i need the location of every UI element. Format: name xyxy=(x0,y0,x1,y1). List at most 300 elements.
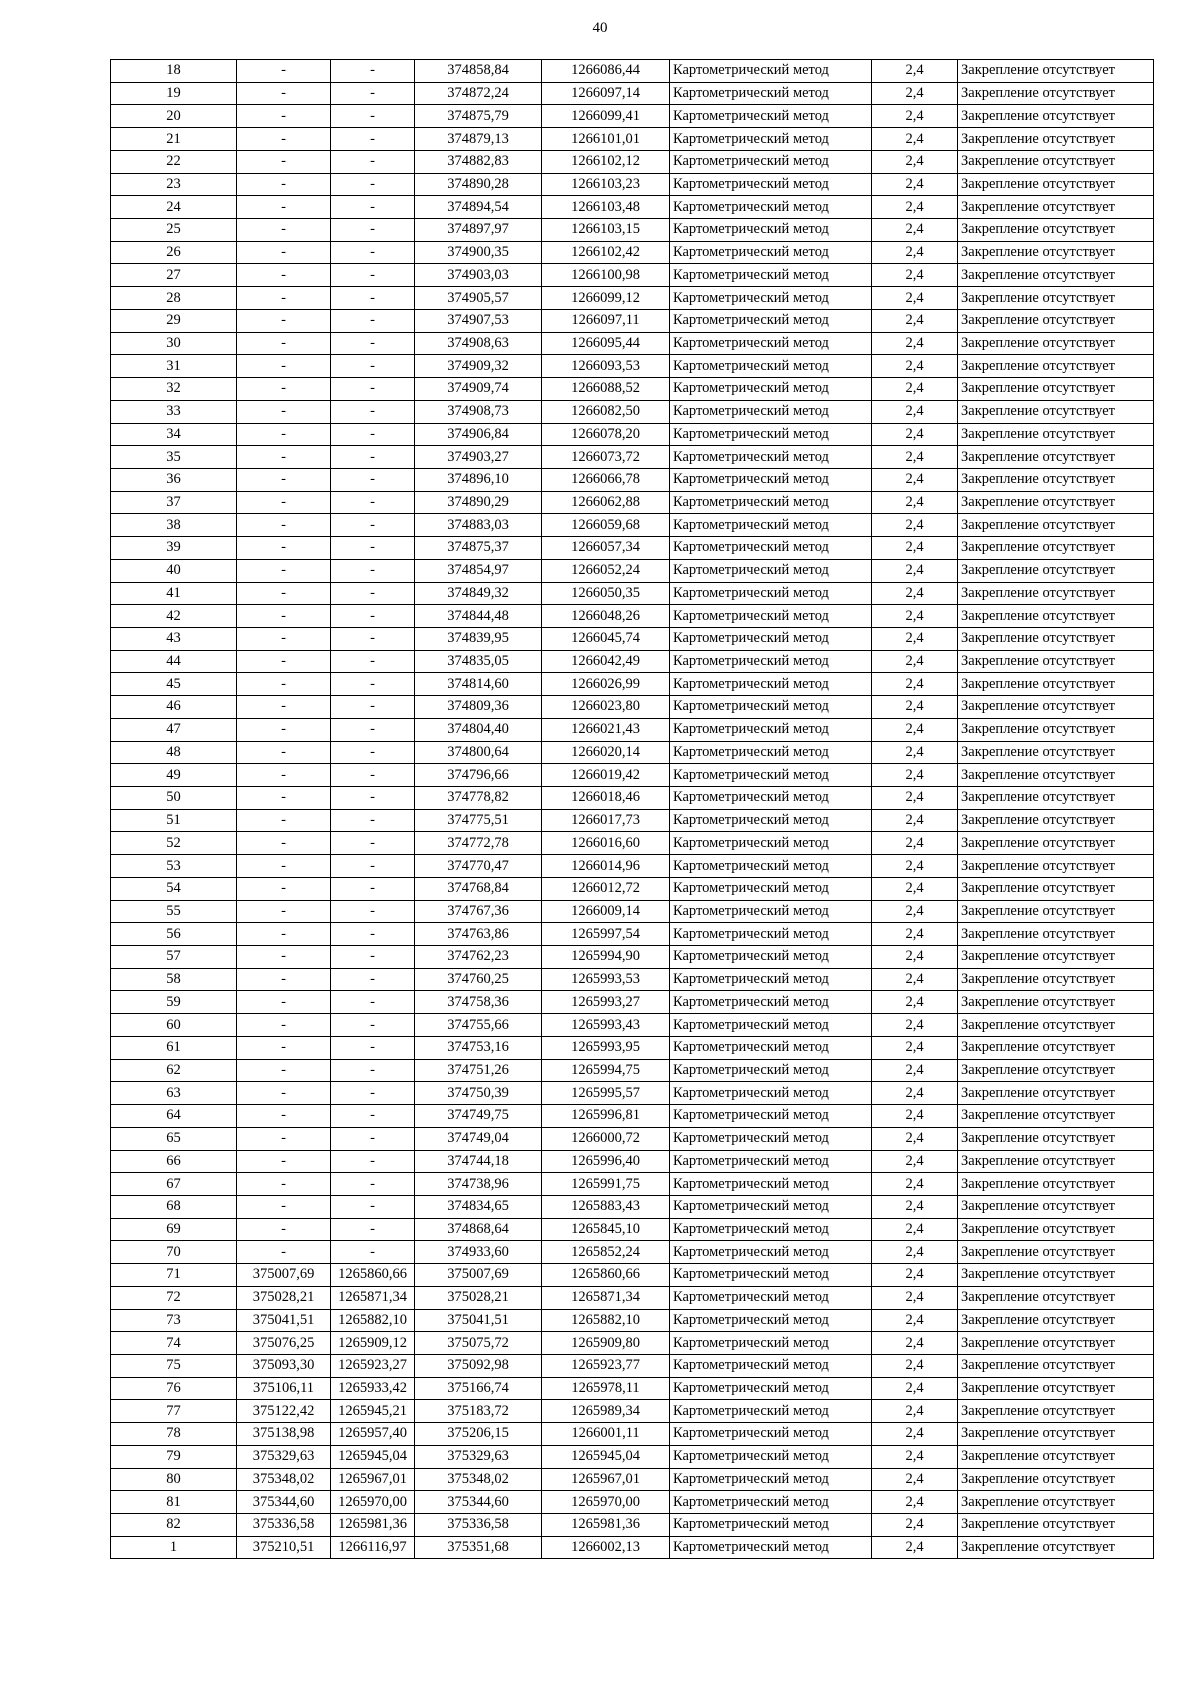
fixing-cell: Закрепление отсутствует xyxy=(958,1332,1154,1355)
existing-y-cell: - xyxy=(331,196,415,219)
fixing-cell: Закрепление отсутствует xyxy=(958,514,1154,537)
existing-y-cell: - xyxy=(331,82,415,105)
fixing-cell: Закрепление отсутствует xyxy=(958,991,1154,1014)
new-y-cell: 1266001,11 xyxy=(542,1423,670,1446)
accuracy-cell: 2,4 xyxy=(872,173,958,196)
new-x-cell: 374875,79 xyxy=(415,105,542,128)
new-x-cell: 375075,72 xyxy=(415,1332,542,1355)
existing-x-cell: - xyxy=(237,832,331,855)
existing-x-cell: - xyxy=(237,173,331,196)
table-row xyxy=(111,673,1154,696)
new-y-cell: 1266093,53 xyxy=(542,355,670,378)
new-x-cell: 374868,64 xyxy=(415,1218,542,1241)
new-y-cell: 1265845,10 xyxy=(542,1218,670,1241)
new-y-cell: 1266082,50 xyxy=(542,400,670,423)
existing-y-cell: - xyxy=(331,537,415,560)
table-row xyxy=(111,219,1154,242)
method-cell: Картометрический метод xyxy=(670,1536,872,1559)
table-row xyxy=(111,1309,1154,1332)
existing-x-cell: - xyxy=(237,900,331,923)
point-number-cell: 80 xyxy=(111,1468,237,1491)
existing-x-cell: 375122,42 xyxy=(237,1400,331,1423)
existing-x-cell: - xyxy=(237,241,331,264)
new-x-cell: 374762,23 xyxy=(415,946,542,969)
existing-x-cell: - xyxy=(237,355,331,378)
new-x-cell: 374894,54 xyxy=(415,196,542,219)
table-row xyxy=(111,1150,1154,1173)
table-row xyxy=(111,446,1154,469)
new-x-cell: 375028,21 xyxy=(415,1286,542,1309)
accuracy-cell: 2,4 xyxy=(872,650,958,673)
table-row xyxy=(111,537,1154,560)
new-x-cell: 375344,60 xyxy=(415,1491,542,1514)
point-number-cell: 69 xyxy=(111,1218,237,1241)
method-cell: Картометрический метод xyxy=(670,1423,872,1446)
new-x-cell: 374858,84 xyxy=(415,60,542,83)
method-cell: Картометрический метод xyxy=(670,1150,872,1173)
new-y-cell: 1265945,04 xyxy=(542,1445,670,1468)
existing-y-cell: - xyxy=(331,764,415,787)
accuracy-cell: 2,4 xyxy=(872,1082,958,1105)
accuracy-cell: 2,4 xyxy=(872,1332,958,1355)
accuracy-cell: 2,4 xyxy=(872,128,958,151)
existing-y-cell: - xyxy=(331,741,415,764)
existing-x-cell: 375210,51 xyxy=(237,1536,331,1559)
method-cell: Картометрический метод xyxy=(670,309,872,332)
new-y-cell: 1265989,34 xyxy=(542,1400,670,1423)
existing-y-cell: - xyxy=(331,1014,415,1037)
existing-y-cell: - xyxy=(331,1195,415,1218)
point-number-cell: 59 xyxy=(111,991,237,1014)
method-cell: Картометрический метод xyxy=(670,1218,872,1241)
new-y-cell: 1265883,43 xyxy=(542,1195,670,1218)
fixing-cell: Закрепление отсутствует xyxy=(958,1173,1154,1196)
accuracy-cell: 2,4 xyxy=(872,1468,958,1491)
table-row xyxy=(111,400,1154,423)
method-cell: Картометрический метод xyxy=(670,1286,872,1309)
new-y-cell: 1266026,99 xyxy=(542,673,670,696)
existing-x-cell: - xyxy=(237,128,331,151)
fixing-cell: Закрепление отсутствует xyxy=(958,423,1154,446)
method-cell: Картометрический метод xyxy=(670,173,872,196)
existing-x-cell: - xyxy=(237,582,331,605)
table-row xyxy=(111,332,1154,355)
new-y-cell: 1265993,43 xyxy=(542,1014,670,1037)
existing-y-cell: - xyxy=(331,877,415,900)
table-row xyxy=(111,741,1154,764)
new-y-cell: 1265970,00 xyxy=(542,1491,670,1514)
point-number-cell: 75 xyxy=(111,1354,237,1377)
point-number-cell: 28 xyxy=(111,287,237,310)
point-number-cell: 44 xyxy=(111,650,237,673)
fixing-cell: Закрепление отсутствует xyxy=(958,355,1154,378)
table-row xyxy=(111,877,1154,900)
new-y-cell: 1266012,72 xyxy=(542,877,670,900)
new-x-cell: 374890,28 xyxy=(415,173,542,196)
existing-x-cell: 375028,21 xyxy=(237,1286,331,1309)
method-cell: Картометрический метод xyxy=(670,400,872,423)
method-cell: Картометрический метод xyxy=(670,355,872,378)
method-cell: Картометрический метод xyxy=(670,264,872,287)
new-y-cell: 1265860,66 xyxy=(542,1264,670,1287)
point-number-cell: 81 xyxy=(111,1491,237,1514)
existing-y-cell: 1265860,66 xyxy=(331,1264,415,1287)
new-x-cell: 374882,83 xyxy=(415,150,542,173)
fixing-cell: Закрепление отсутствует xyxy=(958,128,1154,151)
new-y-cell: 1266095,44 xyxy=(542,332,670,355)
fixing-cell: Закрепление отсутствует xyxy=(958,264,1154,287)
accuracy-cell: 2,4 xyxy=(872,1127,958,1150)
existing-y-cell: - xyxy=(331,1059,415,1082)
new-x-cell: 374755,66 xyxy=(415,1014,542,1037)
method-cell: Картометрический метод xyxy=(670,82,872,105)
new-y-cell: 1266102,42 xyxy=(542,241,670,264)
accuracy-cell: 2,4 xyxy=(872,60,958,83)
existing-x-cell: - xyxy=(237,968,331,991)
fixing-cell: Закрепление отсутствует xyxy=(958,855,1154,878)
existing-y-cell: - xyxy=(331,832,415,855)
existing-x-cell: - xyxy=(237,446,331,469)
existing-x-cell: 375138,98 xyxy=(237,1423,331,1446)
method-cell: Картометрический метод xyxy=(670,1400,872,1423)
new-y-cell: 1265923,77 xyxy=(542,1354,670,1377)
new-y-cell: 1265981,36 xyxy=(542,1514,670,1537)
method-cell: Картометрический метод xyxy=(670,1241,872,1264)
new-y-cell: 1266088,52 xyxy=(542,378,670,401)
table-row xyxy=(111,1218,1154,1241)
point-number-cell: 46 xyxy=(111,696,237,719)
coordinates-table-body xyxy=(111,60,1154,1559)
point-number-cell: 74 xyxy=(111,1332,237,1355)
existing-y-cell: 1265957,40 xyxy=(331,1423,415,1446)
existing-y-cell: - xyxy=(331,718,415,741)
accuracy-cell: 2,4 xyxy=(872,696,958,719)
table-row xyxy=(111,468,1154,491)
method-cell: Картометрический метод xyxy=(670,968,872,991)
new-x-cell: 375183,72 xyxy=(415,1400,542,1423)
table-row xyxy=(111,1195,1154,1218)
new-y-cell: 1266014,96 xyxy=(542,855,670,878)
new-x-cell: 374903,03 xyxy=(415,264,542,287)
existing-y-cell: - xyxy=(331,173,415,196)
method-cell: Картометрический метод xyxy=(670,332,872,355)
new-y-cell: 1266021,43 xyxy=(542,718,670,741)
point-number-cell: 61 xyxy=(111,1036,237,1059)
point-number-cell: 51 xyxy=(111,809,237,832)
existing-x-cell: - xyxy=(237,423,331,446)
new-y-cell: 1266019,42 xyxy=(542,764,670,787)
point-number-cell: 57 xyxy=(111,946,237,969)
new-x-cell: 375351,68 xyxy=(415,1536,542,1559)
new-y-cell: 1266097,11 xyxy=(542,309,670,332)
method-cell: Картометрический метод xyxy=(670,1468,872,1491)
accuracy-cell: 2,4 xyxy=(872,627,958,650)
method-cell: Картометрический метод xyxy=(670,1127,872,1150)
accuracy-cell: 2,4 xyxy=(872,1105,958,1128)
existing-y-cell: - xyxy=(331,241,415,264)
existing-x-cell: - xyxy=(237,400,331,423)
fixing-cell: Закрепление отсутствует xyxy=(958,923,1154,946)
new-x-cell: 375041,51 xyxy=(415,1309,542,1332)
table-row xyxy=(111,1468,1154,1491)
existing-y-cell: - xyxy=(331,855,415,878)
existing-x-cell: - xyxy=(237,60,331,83)
new-x-cell: 374750,39 xyxy=(415,1082,542,1105)
table-row xyxy=(111,378,1154,401)
new-y-cell: 1266020,14 xyxy=(542,741,670,764)
point-number-cell: 77 xyxy=(111,1400,237,1423)
new-y-cell: 1265996,40 xyxy=(542,1150,670,1173)
new-y-cell: 1265978,11 xyxy=(542,1377,670,1400)
method-cell: Картометрический метод xyxy=(670,923,872,946)
method-cell: Картометрический метод xyxy=(670,423,872,446)
new-x-cell: 375329,63 xyxy=(415,1445,542,1468)
existing-y-cell: 1265923,27 xyxy=(331,1354,415,1377)
existing-x-cell: - xyxy=(237,514,331,537)
method-cell: Картометрический метод xyxy=(670,787,872,810)
existing-y-cell: - xyxy=(331,468,415,491)
accuracy-cell: 2,4 xyxy=(872,877,958,900)
accuracy-cell: 2,4 xyxy=(872,1150,958,1173)
fixing-cell: Закрепление отсутствует xyxy=(958,1445,1154,1468)
method-cell: Картометрический метод xyxy=(670,105,872,128)
accuracy-cell: 2,4 xyxy=(872,1241,958,1264)
existing-x-cell: 375336,58 xyxy=(237,1514,331,1537)
new-x-cell: 374900,35 xyxy=(415,241,542,264)
new-x-cell: 374758,36 xyxy=(415,991,542,1014)
existing-y-cell: - xyxy=(331,309,415,332)
existing-y-cell: - xyxy=(331,968,415,991)
new-y-cell: 1266018,46 xyxy=(542,787,670,810)
accuracy-cell: 2,4 xyxy=(872,264,958,287)
table-row xyxy=(111,787,1154,810)
point-number-cell: 53 xyxy=(111,855,237,878)
existing-x-cell: - xyxy=(237,1082,331,1105)
existing-y-cell: - xyxy=(331,1105,415,1128)
new-x-cell: 374796,66 xyxy=(415,764,542,787)
table-row xyxy=(111,968,1154,991)
new-x-cell: 374753,16 xyxy=(415,1036,542,1059)
existing-x-cell: - xyxy=(237,219,331,242)
existing-y-cell: - xyxy=(331,605,415,628)
fixing-cell: Закрепление отсутствует xyxy=(958,1264,1154,1287)
method-cell: Картометрический метод xyxy=(670,1059,872,1082)
method-cell: Картометрический метод xyxy=(670,446,872,469)
new-x-cell: 374849,32 xyxy=(415,582,542,605)
fixing-cell: Закрепление отсутствует xyxy=(958,1082,1154,1105)
fixing-cell: Закрепление отсутствует xyxy=(958,400,1154,423)
accuracy-cell: 2,4 xyxy=(872,1400,958,1423)
existing-x-cell: - xyxy=(237,787,331,810)
existing-x-cell: - xyxy=(237,287,331,310)
point-number-cell: 48 xyxy=(111,741,237,764)
method-cell: Картометрический метод xyxy=(670,559,872,582)
point-number-cell: 55 xyxy=(111,900,237,923)
accuracy-cell: 2,4 xyxy=(872,787,958,810)
accuracy-cell: 2,4 xyxy=(872,605,958,628)
table-row xyxy=(111,696,1154,719)
new-x-cell: 374814,60 xyxy=(415,673,542,696)
method-cell: Картометрический метод xyxy=(670,1014,872,1037)
method-cell: Картометрический метод xyxy=(670,718,872,741)
accuracy-cell: 2,4 xyxy=(872,718,958,741)
accuracy-cell: 2,4 xyxy=(872,423,958,446)
existing-y-cell: - xyxy=(331,559,415,582)
method-cell: Картометрический метод xyxy=(670,241,872,264)
existing-y-cell: - xyxy=(331,627,415,650)
new-x-cell: 374778,82 xyxy=(415,787,542,810)
new-y-cell: 1265909,80 xyxy=(542,1332,670,1355)
fixing-cell: Закрепление отсутствует xyxy=(958,1036,1154,1059)
existing-x-cell: - xyxy=(237,196,331,219)
new-y-cell: 1265991,75 xyxy=(542,1173,670,1196)
fixing-cell: Закрепление отсутствует xyxy=(958,378,1154,401)
new-y-cell: 1266097,14 xyxy=(542,82,670,105)
point-number-cell: 49 xyxy=(111,764,237,787)
existing-x-cell: - xyxy=(237,764,331,787)
accuracy-cell: 2,4 xyxy=(872,378,958,401)
method-cell: Картометрический метод xyxy=(670,627,872,650)
existing-y-cell: - xyxy=(331,150,415,173)
method-cell: Картометрический метод xyxy=(670,673,872,696)
accuracy-cell: 2,4 xyxy=(872,991,958,1014)
table-row xyxy=(111,582,1154,605)
new-y-cell: 1266103,15 xyxy=(542,219,670,242)
new-x-cell: 375206,15 xyxy=(415,1423,542,1446)
method-cell: Картометрический метод xyxy=(670,287,872,310)
existing-y-cell: - xyxy=(331,582,415,605)
method-cell: Картометрический метод xyxy=(670,1445,872,1468)
accuracy-cell: 2,4 xyxy=(872,287,958,310)
existing-x-cell: - xyxy=(237,855,331,878)
accuracy-cell: 2,4 xyxy=(872,1264,958,1287)
accuracy-cell: 2,4 xyxy=(872,1423,958,1446)
table-row xyxy=(111,105,1154,128)
new-x-cell: 374763,86 xyxy=(415,923,542,946)
accuracy-cell: 2,4 xyxy=(872,400,958,423)
existing-x-cell: - xyxy=(237,877,331,900)
fixing-cell: Закрепление отсутствует xyxy=(958,150,1154,173)
point-number-cell: 32 xyxy=(111,378,237,401)
accuracy-cell: 2,4 xyxy=(872,514,958,537)
accuracy-cell: 2,4 xyxy=(872,764,958,787)
existing-x-cell: - xyxy=(237,1105,331,1128)
fixing-cell: Закрепление отсутствует xyxy=(958,627,1154,650)
accuracy-cell: 2,4 xyxy=(872,1218,958,1241)
new-x-cell: 374896,10 xyxy=(415,468,542,491)
existing-y-cell: - xyxy=(331,446,415,469)
existing-y-cell: - xyxy=(331,105,415,128)
fixing-cell: Закрепление отсутствует xyxy=(958,718,1154,741)
existing-y-cell: - xyxy=(331,1218,415,1241)
accuracy-cell: 2,4 xyxy=(872,82,958,105)
new-y-cell: 1265993,95 xyxy=(542,1036,670,1059)
method-cell: Картометрический метод xyxy=(670,1082,872,1105)
accuracy-cell: 2,4 xyxy=(872,1014,958,1037)
new-x-cell: 374906,84 xyxy=(415,423,542,446)
existing-x-cell: - xyxy=(237,537,331,560)
new-x-cell: 374872,24 xyxy=(415,82,542,105)
method-cell: Картометрический метод xyxy=(670,946,872,969)
new-x-cell: 374883,03 xyxy=(415,514,542,537)
table-row xyxy=(111,423,1154,446)
method-cell: Картометрический метод xyxy=(670,741,872,764)
table-row xyxy=(111,82,1154,105)
method-cell: Картометрический метод xyxy=(670,900,872,923)
method-cell: Картометрический метод xyxy=(670,378,872,401)
point-number-cell: 34 xyxy=(111,423,237,446)
existing-x-cell: - xyxy=(237,468,331,491)
fixing-cell: Закрепление отсутствует xyxy=(958,468,1154,491)
accuracy-cell: 2,4 xyxy=(872,809,958,832)
new-x-cell: 374835,05 xyxy=(415,650,542,673)
point-number-cell: 62 xyxy=(111,1059,237,1082)
existing-x-cell: - xyxy=(237,627,331,650)
accuracy-cell: 2,4 xyxy=(872,1514,958,1537)
fixing-cell: Закрепление отсутствует xyxy=(958,446,1154,469)
point-number-cell: 70 xyxy=(111,1241,237,1264)
point-number-cell: 79 xyxy=(111,1445,237,1468)
fixing-cell: Закрепление отсутствует xyxy=(958,309,1154,332)
existing-y-cell: - xyxy=(331,787,415,810)
accuracy-cell: 2,4 xyxy=(872,559,958,582)
existing-x-cell: - xyxy=(237,1014,331,1037)
table-row xyxy=(111,991,1154,1014)
existing-x-cell: - xyxy=(237,1241,331,1264)
accuracy-cell: 2,4 xyxy=(872,1377,958,1400)
fixing-cell: Закрепление отсутствует xyxy=(958,82,1154,105)
existing-y-cell: - xyxy=(331,991,415,1014)
accuracy-cell: 2,4 xyxy=(872,1536,958,1559)
table-row xyxy=(111,264,1154,287)
point-number-cell: 66 xyxy=(111,1150,237,1173)
existing-x-cell: 375041,51 xyxy=(237,1309,331,1332)
accuracy-cell: 2,4 xyxy=(872,309,958,332)
new-x-cell: 374800,64 xyxy=(415,741,542,764)
accuracy-cell: 2,4 xyxy=(872,1309,958,1332)
existing-y-cell: 1265945,21 xyxy=(331,1400,415,1423)
table-row xyxy=(111,309,1154,332)
existing-x-cell: - xyxy=(237,1150,331,1173)
accuracy-cell: 2,4 xyxy=(872,1354,958,1377)
new-x-cell: 374751,26 xyxy=(415,1059,542,1082)
new-y-cell: 1266073,72 xyxy=(542,446,670,469)
new-x-cell: 374897,97 xyxy=(415,219,542,242)
new-x-cell: 375092,98 xyxy=(415,1354,542,1377)
new-y-cell: 1266062,88 xyxy=(542,491,670,514)
table-row xyxy=(111,605,1154,628)
existing-x-cell: - xyxy=(237,1059,331,1082)
new-x-cell: 374933,60 xyxy=(415,1241,542,1264)
new-x-cell: 374909,32 xyxy=(415,355,542,378)
method-cell: Картометрический метод xyxy=(670,764,872,787)
fixing-cell: Закрепление отсутствует xyxy=(958,900,1154,923)
table-row xyxy=(111,764,1154,787)
new-x-cell: 375166,74 xyxy=(415,1377,542,1400)
existing-x-cell: - xyxy=(237,1036,331,1059)
existing-y-cell: - xyxy=(331,1173,415,1196)
point-number-cell: 31 xyxy=(111,355,237,378)
fixing-cell: Закрепление отсутствует xyxy=(958,1195,1154,1218)
existing-y-cell: 1265970,00 xyxy=(331,1491,415,1514)
new-x-cell: 374770,47 xyxy=(415,855,542,878)
point-number-cell: 26 xyxy=(111,241,237,264)
new-x-cell: 374760,25 xyxy=(415,968,542,991)
new-x-cell: 374854,97 xyxy=(415,559,542,582)
new-x-cell: 374804,40 xyxy=(415,718,542,741)
fixing-cell: Закрепление отсутствует xyxy=(958,877,1154,900)
existing-y-cell: 1265981,36 xyxy=(331,1514,415,1537)
